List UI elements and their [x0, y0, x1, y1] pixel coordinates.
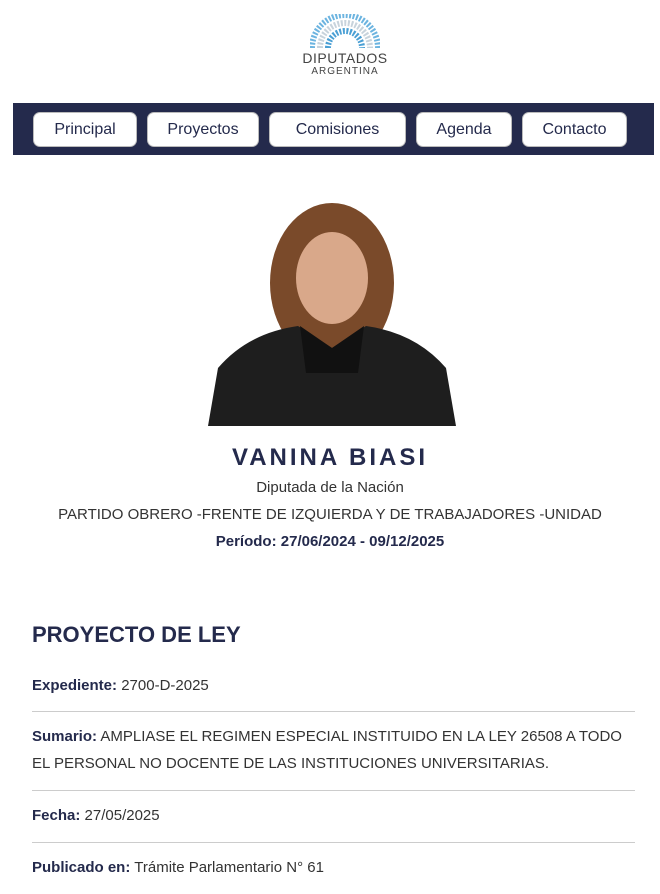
field-label: Expediente:: [32, 677, 118, 694]
nav-principal[interactable]: Principal: [33, 112, 137, 147]
main-nav: [13, 103, 654, 155]
field-label: Publicado en:: [32, 859, 131, 876]
hemicycle-icon: [310, 14, 380, 48]
field-publicado: [32, 854, 635, 881]
period-value: 27/06/2024 - 09/12/2025: [280, 533, 445, 550]
field-fecha: [32, 802, 635, 829]
field-label: Sumario:: [32, 728, 98, 745]
deputy-photo: [208, 198, 456, 426]
nav-agenda[interactable]: Agenda: [416, 112, 512, 147]
nav-comisiones[interactable]: Comisiones: [269, 112, 406, 147]
field-value: 2700-D-2025: [121, 677, 209, 694]
nav-proyectos[interactable]: Proyectos: [147, 112, 259, 147]
period-label: Período:: [215, 533, 277, 550]
divider: [32, 842, 635, 843]
project-title: PROYECTO DE LEY: [32, 622, 241, 647]
deputy-name: VANINA BIASI: [231, 444, 428, 471]
field-sumario: [32, 723, 635, 777]
field-value: Trámite Parlamentario N° 61: [134, 859, 324, 876]
divider: [32, 711, 635, 712]
deputy-role: Diputada de la Nación: [256, 479, 404, 496]
field-expediente: [32, 672, 635, 699]
divider: [32, 790, 635, 791]
field-value: 27/05/2025: [84, 807, 160, 824]
deputy-period: [0, 533, 660, 550]
logo-title: DIPUTADOS: [302, 50, 388, 66]
logo-subtitle: ARGENTINA: [311, 66, 379, 77]
nav-contacto[interactable]: Contacto: [522, 112, 627, 147]
field-value: AMPLIASE EL REGIMEN ESPECIAL INSTITUIDO EN LA LEY 26508 A TODO EL PERSONAL NO DOCENTE DE LAS INSTITUCIONES UNIVERSITARIAS.: [32, 728, 622, 772]
deputy-party: PARTIDO OBRERO -FRENTE DE IZQUIERDA Y DE TRABAJADORES -UNIDAD: [58, 506, 602, 523]
diputados-logo: [290, 14, 400, 77]
field-label: Fecha:: [32, 807, 81, 824]
